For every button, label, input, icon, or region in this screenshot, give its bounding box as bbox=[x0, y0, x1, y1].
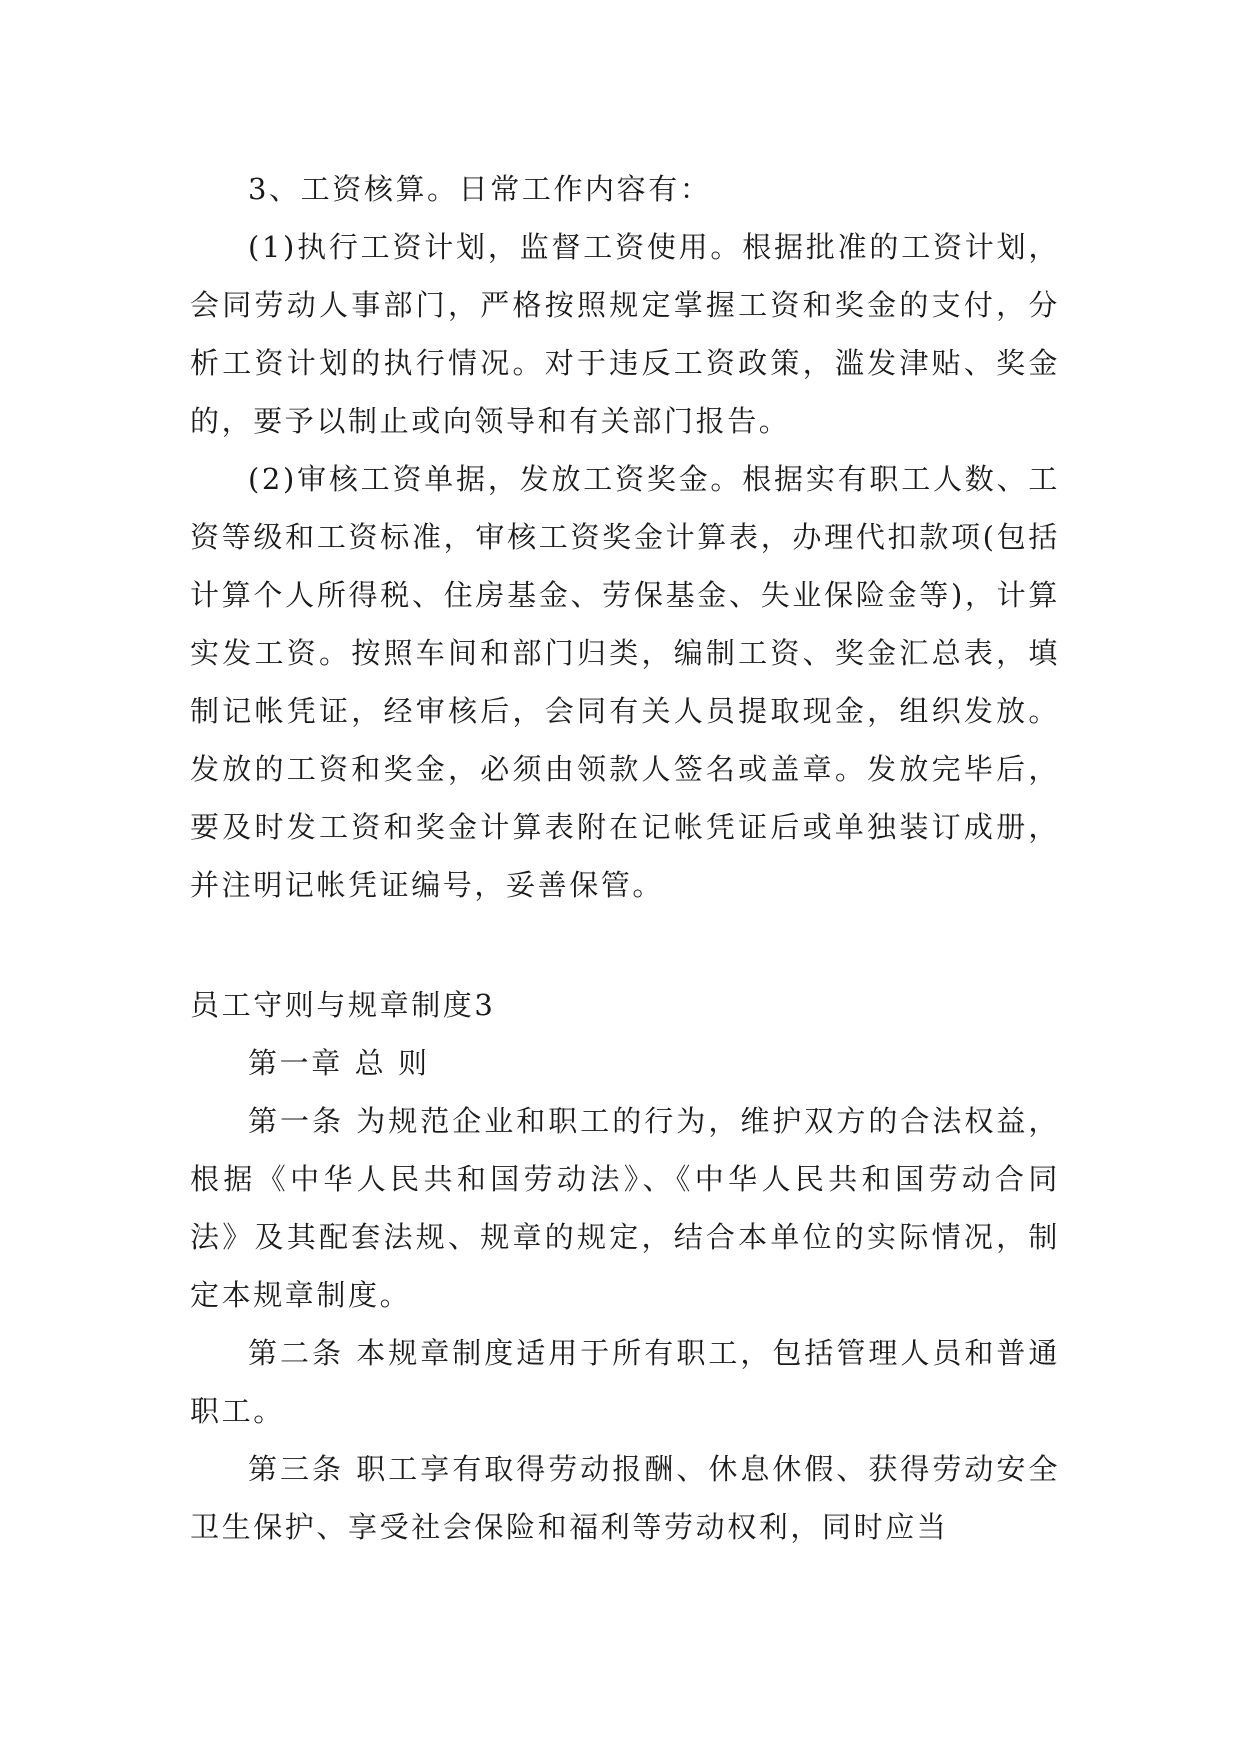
article-3: 第三条 职工享有取得劳动报酬、休息休假、获得劳动安全卫生保护、享受社会保险和福利等劳动权利，同时应当 bbox=[190, 1452, 1060, 1544]
paragraph-item-1: (1)执行工资计划，监督工资使用。根据批准的工资计划，会同劳动人事部门，严格按照规定掌握工资和奖金的支付，分析工资计划的执行情况。对于违反工资政策，滥发津贴、奖金的，要予以制止或向领导和有关部门报告。 bbox=[190, 230, 1060, 438]
article-1: 第一条 为规范企业和职工的行为，维护双方的合法权益，根据《中华人民共和国劳动法》、《中华人民共和国劳动合同法》及其配套法规、规章的规定，结合本单位的实际情况，制定本规章制度。 bbox=[190, 1104, 1060, 1312]
section-intro: 3、工资核算。日常工作内容有： bbox=[248, 172, 712, 206]
document-title: 员工守则与规章制度3 bbox=[190, 988, 496, 1022]
paragraph-item-2: (2)审核工资单据，发放工资奖金。根据实有职工人数、工资等级和工资标准，审核工资奖金计算表，办理代扣款项(包括计算个人所得税、住房基金、劳保基金、失业保险金等)，计算实发工资。按照车间和部门归类，编制工资、奖金汇总表，填制记帐凭证，经审核后，会同有关人员提取现金，组织发放。发放的工资和奖金，必须由领款人签名或盖章。发放完毕后，要及时发工资和奖金计算表附在记帐凭证后或单独装订成册，并注明记帐凭证编号，妥善保管。 bbox=[190, 462, 1060, 902]
chapter-heading: 第一章 总 则 bbox=[248, 1046, 430, 1080]
section-two bbox=[190, 976, 1060, 1556]
article-2: 第二条 本规章制度适用于所有职工，包括管理人员和普通职工。 bbox=[190, 1336, 1060, 1428]
document-body bbox=[190, 160, 1060, 1556]
